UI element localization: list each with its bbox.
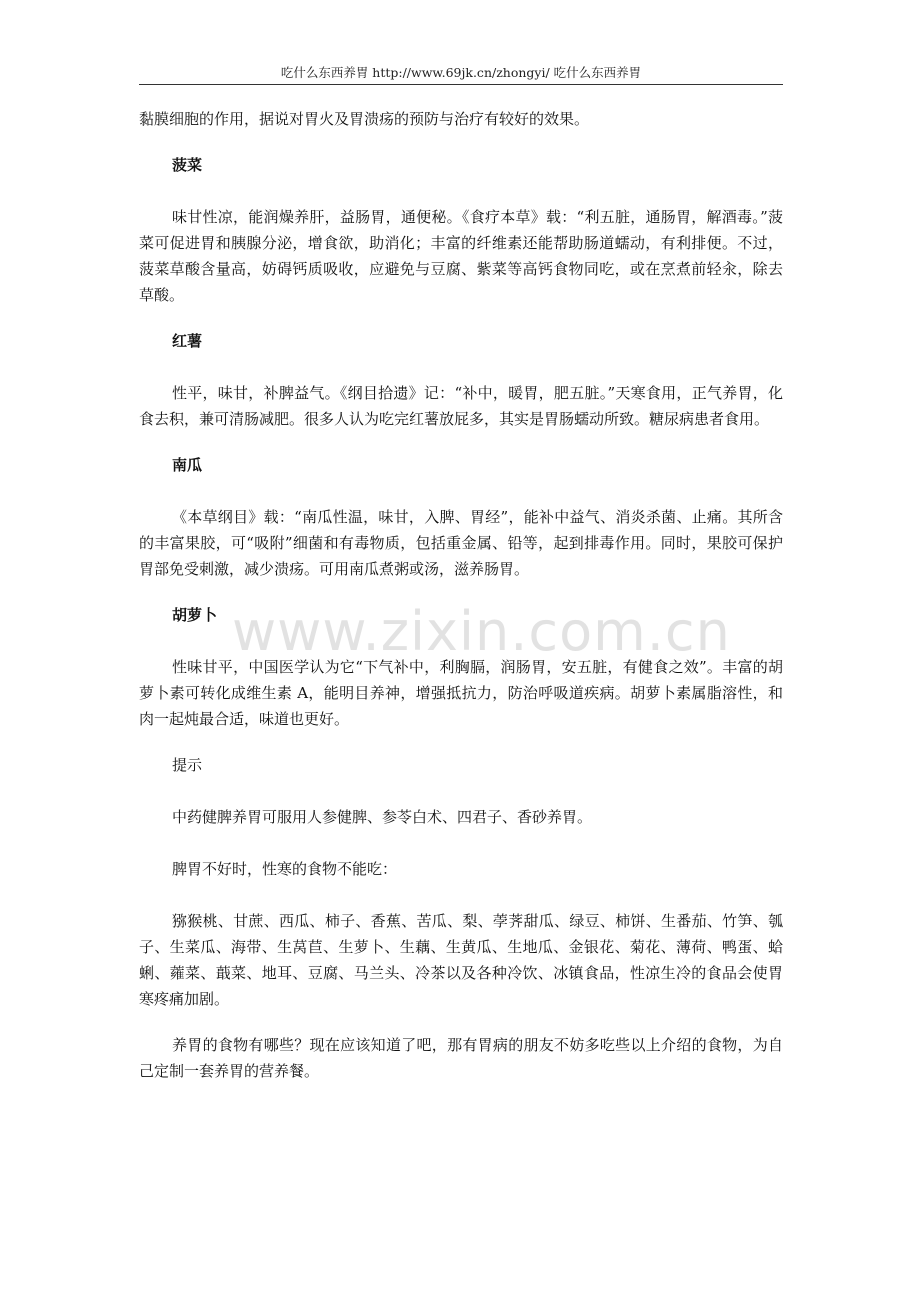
section-body-spinach: 味甘性凉，能润燥养肝，益肠胃，通便秘。《食疗本草》载：“利五脏，通肠胃，解酒毒。”菠菜可促进胃和胰腺分泌，增食欲，助消化；丰富的纤维素还能帮助肠道蠕动，有利排便。不过，菠菜草酸含量高，妨碍钙质吸收，应避免与豆腐、紫菜等高钙食物同吃，或在烹煮前轻汆，除去草酸。: [139, 208, 783, 304]
tips-paragraph-2: 脾胃不好时，性寒的食物不能吃：: [172, 860, 398, 878]
tips-label: 提示: [172, 756, 203, 774]
section-title-spinach: 菠菜: [172, 156, 203, 174]
tips-paragraph-4: 养胃的食物有哪些？现在应该知道了吧，那有胃病的朋友不妨多吃些以上介绍的食物，为自己定制一套养胃的营养餐。: [139, 1036, 783, 1080]
document-body: [139, 106, 783, 1084]
section-title-sweet-potato: 红薯: [172, 332, 203, 350]
section-body-pumpkin: 《本草纲目》载：“南瓜性温，味甘，入脾、胃经”，能补中益气、消炎杀菌、止痛。其所含的丰富果胶，可“吸附”细菌和有毒物质，包括重金属、铅等，起到排毒作用。同时，果胶可保护胃部免受刺激，减少溃疡。可用南瓜煮粥或汤，滋养肠胃。: [139, 508, 783, 578]
watermark: www.zixin.com.cn: [232, 600, 731, 663]
section-body-carrot: 性味甘平，中国医学认为它“下气补中，利胸膈，润肠胃，安五脏，有健食之效”。丰富的胡萝卜素可转化成维生素 A，能明目养神，增强抵抗力，防治呼吸道疾病。胡萝卜素属脂溶性，和肉一起炖最合适，味道也更好。: [139, 658, 783, 728]
section-title-carrot: 胡萝卜: [172, 606, 218, 624]
section-body-sweet-potato: 性平，味甘，补脾益气。《纲目拾遗》记：“补中，暖胃，肥五脏。”天寒食用，正气养胃，化食去积，兼可清肠减肥。很多人认为吃完红薯放屁多，其实是胃肠蠕动所致。糖尿病患者食用。: [139, 384, 783, 428]
header-divider: [139, 84, 783, 85]
section-title-pumpkin: 南瓜: [172, 456, 203, 474]
tips-paragraph-1: 中药健脾养胃可服用人参健脾、参苓白术、四君子、香砂养胃。: [172, 808, 593, 826]
page-header: 吃什么东西养胃 http://www.69jk.cn/zhongyi/ 吃什么东西养胃: [280, 65, 642, 80]
tips-paragraph-3: 猕猴桃、甘蔗、西瓜、柿子、香蕉、苦瓜、梨、荸荠甜瓜、绿豆、柿饼、生番茄、竹笋、瓠子、生菜瓜、海带、生莴苣、生萝卜、生藕、生黄瓜、生地瓜、金银花、菊花、薄荷、鸭蛋、蛤蜊、蕹菜、蕺菜、地耳、豆腐、马兰头、冷茶以及各种冷饮、冰镇食品，性凉生冷的食品会使胃寒疼痛加剧。: [139, 912, 783, 1008]
intro-paragraph: 黏膜细胞的作用，据说对胃火及胃溃疡的预防与治疗有较好的效果。: [139, 110, 590, 128]
